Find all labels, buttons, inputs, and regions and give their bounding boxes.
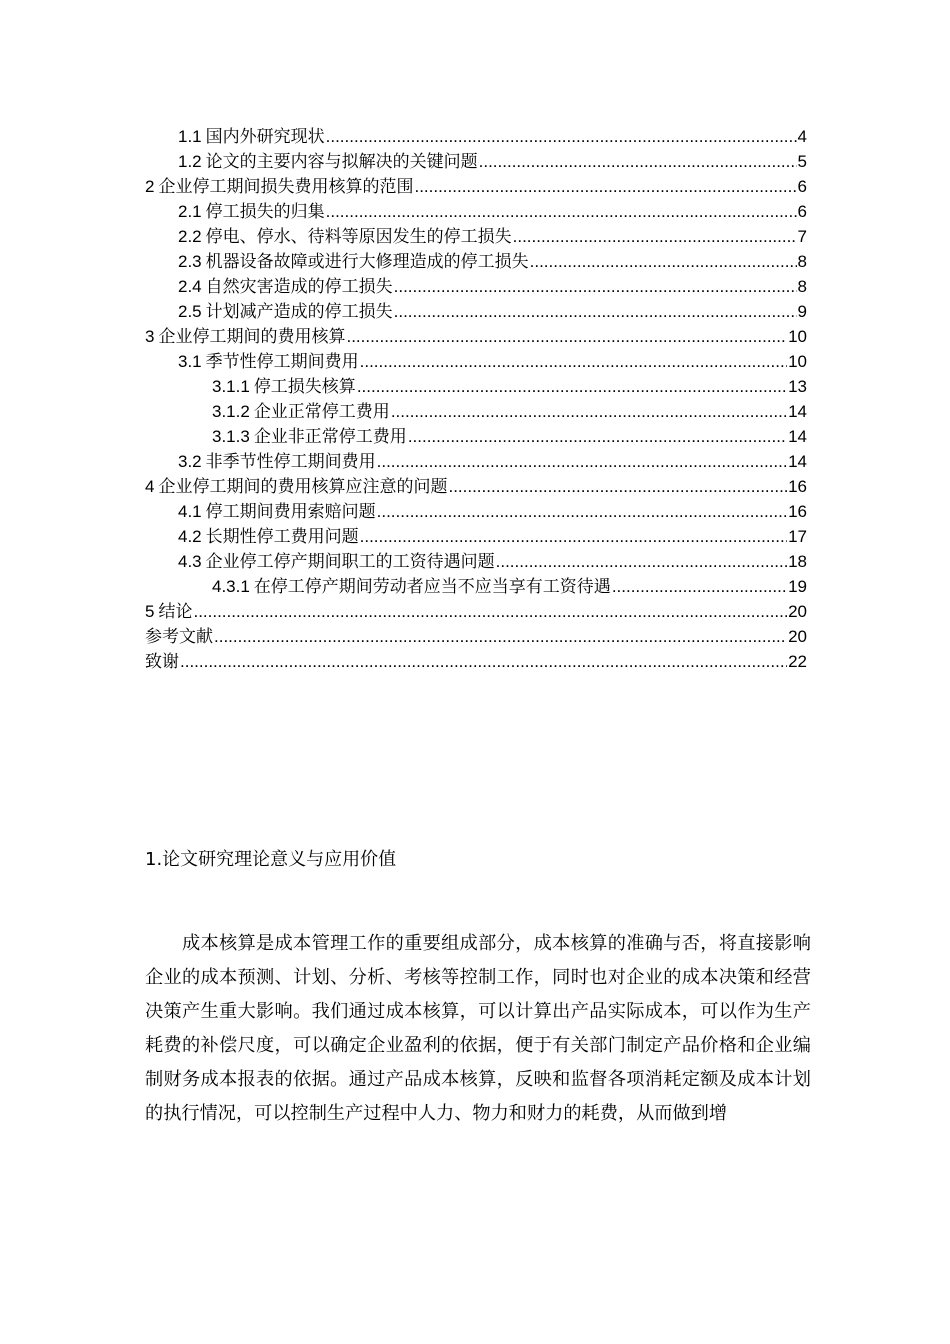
toc-entry-page: 18 — [788, 552, 807, 571]
toc-entry-title: 企业非正常停工费用 — [253, 427, 407, 447]
body-paragraph: 成本核算是成本管理工作的重要组成部分，成本核算的准确与否，将直接影响企业的成本预测、计划、分析、考核等控制工作，同时也对企业的成本决策和经营决策产生重大影响。我们通过成本核算，可以计算出产品实际成本，可以作为生产耗费的补偿尺度，可以确定企业盈利的依据，便于有关部门制定产品价格和企业编制财务成本报表的依据。通过产品成本核算，反映和监督各项消耗定额及成本计划的执行情况，可以控制生产过程中人力、物力和财力的耗费，从而做到增 — [145, 933, 811, 1124]
toc-entry-page: 6 — [797, 177, 807, 196]
toc-entry-number: 3.1.2 — [212, 402, 250, 421]
toc-entry-page: 8 — [797, 252, 807, 271]
toc-entry-title: 在停工停产期间劳动者应当不应当享有工资待遇 — [253, 577, 611, 597]
toc-entry-number: 3.1 — [178, 352, 202, 371]
toc-dot-leader — [530, 249, 797, 274]
toc-entry-page: 9 — [797, 302, 807, 321]
toc-entry[interactable] — [145, 624, 807, 649]
toc-dot-leader — [612, 574, 787, 599]
toc-entry[interactable] — [145, 424, 807, 449]
toc-dot-leader — [180, 649, 787, 674]
toc-entry-page: 6 — [797, 202, 807, 221]
toc-entry-number: 2.4 — [178, 277, 202, 296]
toc-entry-title: 长期性停工费用问题 — [205, 527, 359, 547]
toc-entry-title: 自然灾害造成的停工损失 — [205, 277, 393, 297]
toc-dot-leader — [513, 224, 797, 249]
toc-entry[interactable] — [145, 299, 807, 324]
toc-entry[interactable] — [145, 549, 807, 574]
toc-entry-title: 非季节性停工期间费用 — [205, 452, 376, 472]
toc-entry-title: 停电、停水、待料等原因发生的停工损失 — [205, 227, 512, 247]
toc-dot-leader — [326, 199, 797, 224]
toc-dot-leader — [394, 274, 797, 299]
toc-dot-leader — [193, 599, 787, 624]
toc-entry-title: 停工期间费用索赔问题 — [205, 502, 376, 522]
toc-entry[interactable] — [145, 199, 807, 224]
toc-dot-leader — [391, 399, 787, 424]
toc-entry[interactable] — [145, 574, 807, 599]
toc-dot-leader — [214, 624, 787, 649]
toc-entry-page: 7 — [797, 227, 807, 246]
toc-dot-leader — [360, 349, 787, 374]
toc-entry-number: 3.1.1 — [212, 377, 250, 396]
toc-entry-number: 3.1.3 — [212, 427, 250, 446]
toc-entry-number: 4.1 — [178, 502, 202, 521]
toc-entry-page: 8 — [797, 277, 807, 296]
toc-entry-number: 1.2 — [178, 152, 202, 171]
toc-entry-title: 致谢 — [145, 652, 179, 672]
toc-entry[interactable] — [145, 599, 807, 624]
toc-dot-leader — [414, 174, 796, 199]
toc-entry-title: 结论 — [158, 602, 193, 622]
toc-dot-leader — [357, 374, 787, 399]
toc-entry[interactable] — [145, 649, 807, 674]
toc-entry-page: 10 — [788, 327, 807, 346]
toc-entry-number: 2.2 — [178, 227, 202, 246]
toc-dot-leader — [408, 424, 787, 449]
toc-entry[interactable] — [145, 399, 807, 424]
toc-dot-leader — [346, 324, 787, 349]
toc-entry-number: 2.1 — [178, 202, 202, 221]
toc-entry[interactable] — [145, 249, 807, 274]
toc-entry-title: 企业停工期间的费用核算 — [158, 327, 346, 347]
toc-entry-page: 16 — [788, 477, 807, 496]
toc-entry-page: 20 — [788, 627, 807, 646]
toc-entry[interactable] — [145, 474, 807, 499]
toc-entry-page: 22 — [788, 652, 807, 671]
toc-entry-title: 企业正常停工费用 — [253, 402, 390, 422]
toc-entry-number: 2.3 — [178, 252, 202, 271]
toc-dot-leader — [326, 124, 797, 149]
toc-entry-page: 14 — [788, 427, 807, 446]
toc-entry-page: 10 — [788, 352, 807, 371]
toc-entry-page: 16 — [788, 502, 807, 521]
toc-entry-number: 4.3.1 — [212, 577, 250, 596]
toc-entry[interactable] — [145, 449, 807, 474]
toc-entry-number: 3 — [145, 327, 155, 346]
toc-entry-number: 2.5 — [178, 302, 202, 321]
toc-entry-page: 14 — [788, 402, 807, 421]
toc-entry[interactable] — [145, 274, 807, 299]
toc-entry-page: 17 — [788, 527, 807, 546]
toc-entry-page: 13 — [788, 377, 807, 396]
toc-entry-number: 2 — [145, 177, 155, 196]
toc-entry-title: 企业停工停产期间职工的工资待遇问题 — [205, 552, 495, 572]
toc-entry-title: 国内外研究现状 — [205, 127, 325, 147]
toc-dot-leader — [377, 449, 787, 474]
toc-dot-leader — [448, 474, 787, 499]
toc-entry-title: 季节性停工期间费用 — [205, 352, 359, 372]
toc-entry[interactable] — [145, 524, 807, 549]
toc-dot-leader — [479, 149, 797, 174]
toc-entry-page: 4 — [797, 127, 807, 146]
toc-entry-title: 参考文献 — [145, 627, 213, 647]
toc-dot-leader — [360, 524, 787, 549]
toc-entry[interactable] — [145, 124, 807, 149]
toc-dot-leader — [394, 299, 797, 324]
table-of-contents — [145, 124, 807, 674]
toc-entry[interactable] — [145, 149, 807, 174]
toc-entry[interactable] — [145, 224, 807, 249]
toc-entry-title: 论文的主要内容与拟解决的关键问题 — [205, 152, 478, 172]
toc-entry-title: 停工损失核算 — [253, 377, 356, 397]
toc-entry-title: 企业停工期间的费用核算应注意的问题 — [158, 477, 448, 497]
toc-entry-page: 5 — [797, 152, 807, 171]
toc-entry-page: 20 — [788, 602, 807, 621]
toc-entry-page: 14 — [788, 452, 807, 471]
toc-entry-title: 停工损失的归集 — [205, 202, 325, 222]
toc-entry-number: 4 — [145, 477, 155, 496]
toc-entry[interactable] — [145, 499, 807, 524]
toc-entry-title: 计划减产造成的停工损失 — [205, 302, 393, 322]
toc-dot-leader — [496, 549, 787, 574]
toc-entry[interactable] — [145, 374, 807, 399]
toc-entry[interactable] — [145, 174, 807, 199]
toc-entry-title: 企业停工期间损失费用核算的范围 — [158, 177, 414, 197]
toc-entry[interactable] — [145, 349, 807, 374]
section-heading: 1.论文研究理论意义与应用价值 — [145, 849, 397, 870]
toc-dot-leader — [377, 499, 787, 524]
toc-entry-title: 机器设备故障或进行大修理造成的停工损失 — [205, 252, 529, 272]
toc-entry-number: 5 — [145, 602, 155, 621]
toc-entry-number: 4.3 — [178, 552, 202, 571]
toc-entry[interactable] — [145, 324, 807, 349]
toc-entry-number: 3.2 — [178, 452, 202, 471]
toc-entry-number: 1.1 — [178, 127, 202, 146]
toc-entry-number: 4.2 — [178, 527, 202, 546]
toc-entry-page: 19 — [788, 577, 807, 596]
